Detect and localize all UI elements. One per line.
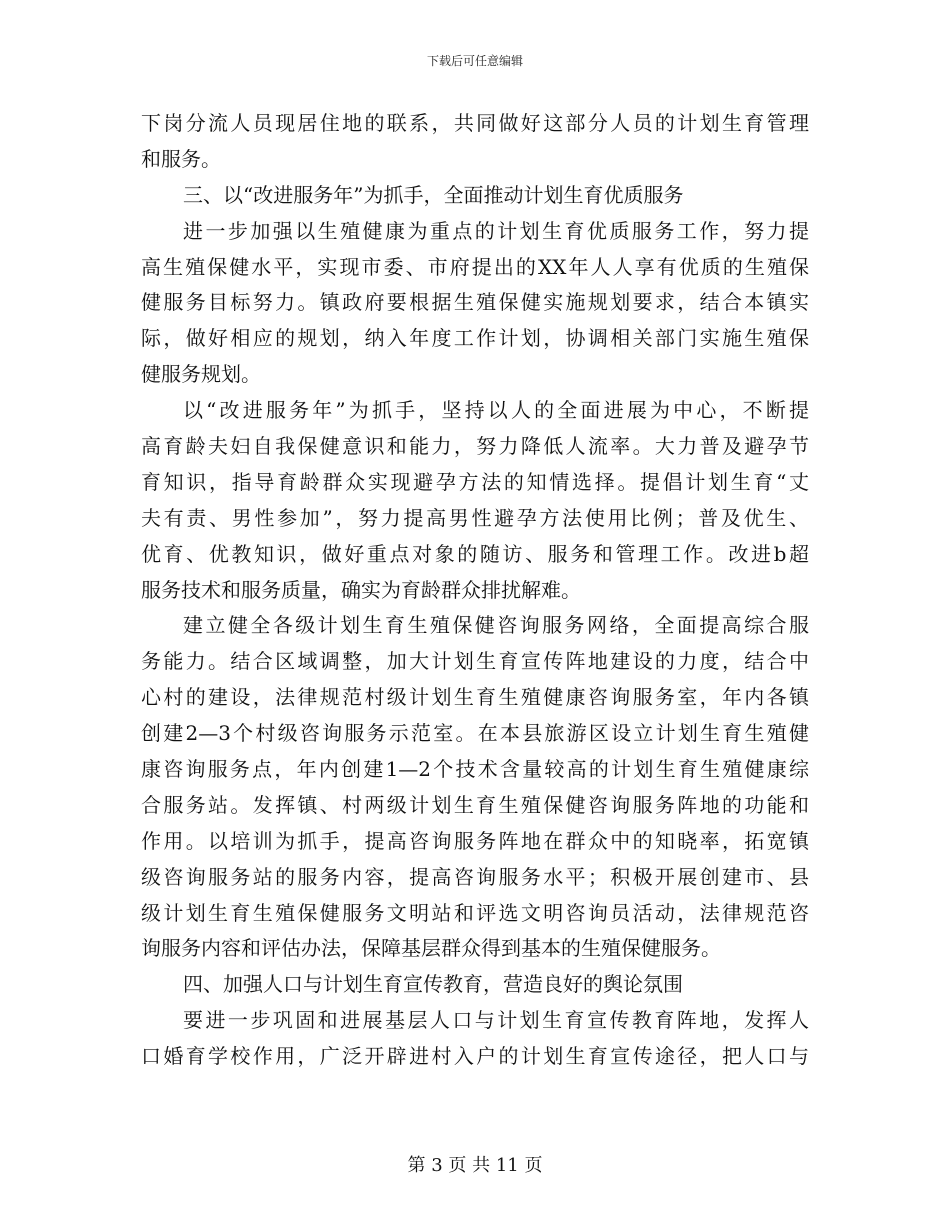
text-line: 高生殖保健水平，实现市委、市府提出的XX年人人享有优质的生殖保 <box>141 254 809 279</box>
text-line: 口婚育学校作用，广泛开辟进村入户的计划生育宣传途径，把人口与 <box>141 1044 809 1069</box>
text-line: 康咨询服务点，年内创建1—2个技术含量较高的计划生育生殖健康综 <box>141 757 809 782</box>
text-line: 际，做好相应的规划，纳入年度工作计划，协调相关部门实施生殖保 <box>141 326 809 351</box>
text-line: 建立健全各级计划生育生殖保健咨询服务网络，全面提高综合服 <box>183 613 809 638</box>
text-line: 询服务内容和评估办法，保障基层群众得到基本的生殖保健服务。 <box>141 936 721 961</box>
text-line: 合服务站。发挥镇、村两级计划生育生殖保健咨询服务阵地的功能和 <box>141 792 809 817</box>
text-line: 健服务规划。 <box>141 362 261 387</box>
text-line: 创建2—3个村级咨询服务示范室。在本县旅游区设立计划生育生殖健 <box>141 721 809 746</box>
text-line: 作用。以培训为抓手，提高咨询服务阵地在群众中的知晓率，拓宽镇 <box>141 828 809 853</box>
text-line: 下岗分流人员现居住地的联系，共同做好这部分人员的计划生育管理 <box>141 111 809 135</box>
text-line: 级计划生育生殖保健服务文明站和评选文明咨询员活动，法律规范咨 <box>141 900 809 925</box>
text-line: 优育、优教知识，做好重点对象的随访、服务和管理工作。改进b超 <box>141 541 809 566</box>
text-line: 务能力。结合区域调整，加大计划生育宣传阵地建设的力度，结合中 <box>141 649 809 674</box>
text-line: 心村的建设，法律规范村级计划生育生殖健康咨询服务室，年内各镇 <box>141 685 809 710</box>
page-header: 下载后可任意编辑 <box>426 54 523 68</box>
text-line: 育知识，指导育龄群众实现避孕方法的知情选择。提倡计划生育“丈 <box>141 469 809 494</box>
text-line: 进一步加强以生殖健康为重点的计划生育优质服务工作，努力提 <box>183 218 809 243</box>
text-line: 高育龄夫妇自我保健意识和能力，努力降低人流率。大力普及避孕节 <box>141 434 809 459</box>
document-body <box>141 106 809 1075</box>
text-line: 健服务目标努力。镇政府要根据生殖保健实施规划要求，结合本镇实 <box>141 290 809 315</box>
section-heading: 三、以“改进服务年”为抓手，全面推动计划生育优质服务 <box>183 182 684 207</box>
page-number: 第 3 页 共 11 页 <box>407 1155 543 1176</box>
text-line: 要进一步巩固和进展基层人口与计划生育宣传教育阵地，发挥人 <box>183 1008 809 1033</box>
text-line: 夫有责、男性参加”，努力提高男性避孕方法使用比例；普及优生、 <box>141 505 809 530</box>
text-line: 和服务。 <box>141 146 221 171</box>
section-heading: 四、加强人口与计划生育宣传教育，营造良好的舆论氛围 <box>183 972 683 997</box>
text-line: 服务技术和服务质量，确实为育龄群众排扰解难。 <box>141 577 581 602</box>
text-line: 以“改进服务年”为抓手，坚持以人的全面进展为中心，不断提 <box>183 398 809 423</box>
text-line: 级咨询服务站的服务内容，提高咨询服务水平；积极开展创建市、县 <box>141 864 809 889</box>
